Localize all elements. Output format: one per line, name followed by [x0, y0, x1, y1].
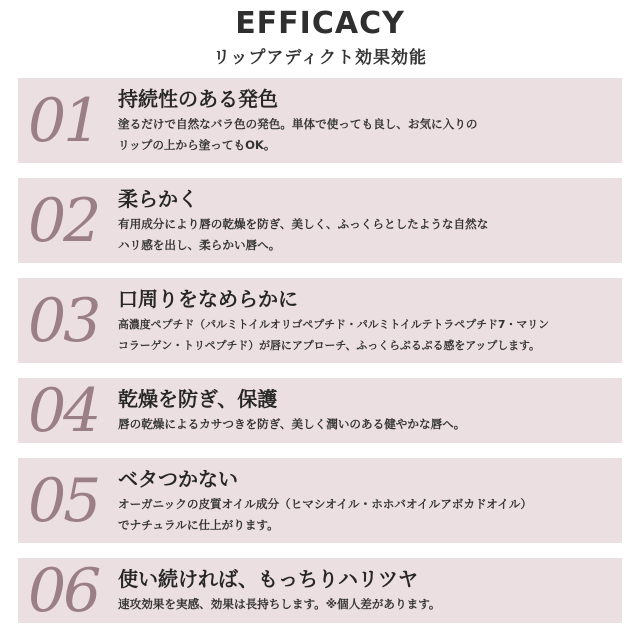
efficacy-item-05 — [18, 458, 622, 543]
item-title: 使い続ければ、もっちりハリツヤ — [118, 567, 418, 591]
item-number: 01 — [28, 85, 99, 156]
item-title: 持続性のある発色 — [118, 87, 278, 111]
page-title: EFFICACY — [235, 6, 405, 41]
item-description — [118, 114, 618, 156]
item-content — [118, 86, 618, 156]
efficacy-item-03 — [18, 278, 622, 363]
item-description-line: でナチュラルに仕上がります。 — [118, 518, 279, 532]
item-description-line: オーガニックの皮質オイル成分（ヒマシオイル・ホホバオイルアボカドオイル） — [118, 497, 533, 511]
efficacy-item-06 — [18, 555, 622, 626]
item-description — [118, 594, 618, 615]
item-description-line: 唇の乾燥によるカサつきを防ぎ、美しく潤いのある健やかな唇へ。 — [118, 417, 466, 431]
item-number: 05 — [28, 465, 99, 536]
item-description-line: ハリ感を出し、柔らかい唇へ。 — [118, 238, 281, 252]
item-description — [118, 314, 618, 356]
item-number: 04 — [28, 375, 99, 446]
item-description-line: 速攻効果を実感、効果は長持ちします。※個人差があります。 — [118, 597, 441, 611]
item-description-line: コラーゲン・トリペプチド）が唇にアプローチ、ふっくらぷるぷる感をアップします。 — [118, 339, 540, 352]
item-number: 03 — [28, 285, 99, 356]
efficacy-item-02 — [18, 178, 622, 263]
item-title: 乾燥を防ぎ、保護 — [118, 387, 278, 411]
item-number: 02 — [28, 185, 99, 256]
item-content — [118, 386, 618, 435]
item-content — [118, 186, 618, 256]
item-number: 06 — [28, 555, 99, 626]
item-title: 柔らかく — [118, 187, 198, 211]
item-content — [118, 466, 618, 536]
efficacy-item-01 — [18, 78, 622, 163]
item-title: 口周りをなめらかに — [118, 287, 298, 311]
item-description — [118, 214, 618, 256]
item-description — [118, 494, 618, 536]
item-content — [118, 286, 618, 356]
item-description-line: 塗るだけで自然なバラ色の発色。単体で使っても良し、お気に入りの — [118, 117, 478, 131]
item-description — [118, 414, 618, 435]
item-title: ベタつかない — [118, 467, 238, 491]
item-description-line: 有用成分により唇の乾燥を防ぎ、美しく、ふっくらとしたような自然な — [118, 217, 489, 231]
efficacy-item-04 — [18, 375, 622, 446]
item-content — [118, 566, 618, 615]
item-description-line: 高濃度ペプチド（パルミトイルオリゴペプチド・パルミトイルテトラペプチド7・マリン — [118, 318, 550, 331]
item-description-line: リップの上から塗ってもOK。 — [118, 138, 276, 152]
page-subtitle: リップアディクト効果効能 — [213, 48, 427, 68]
